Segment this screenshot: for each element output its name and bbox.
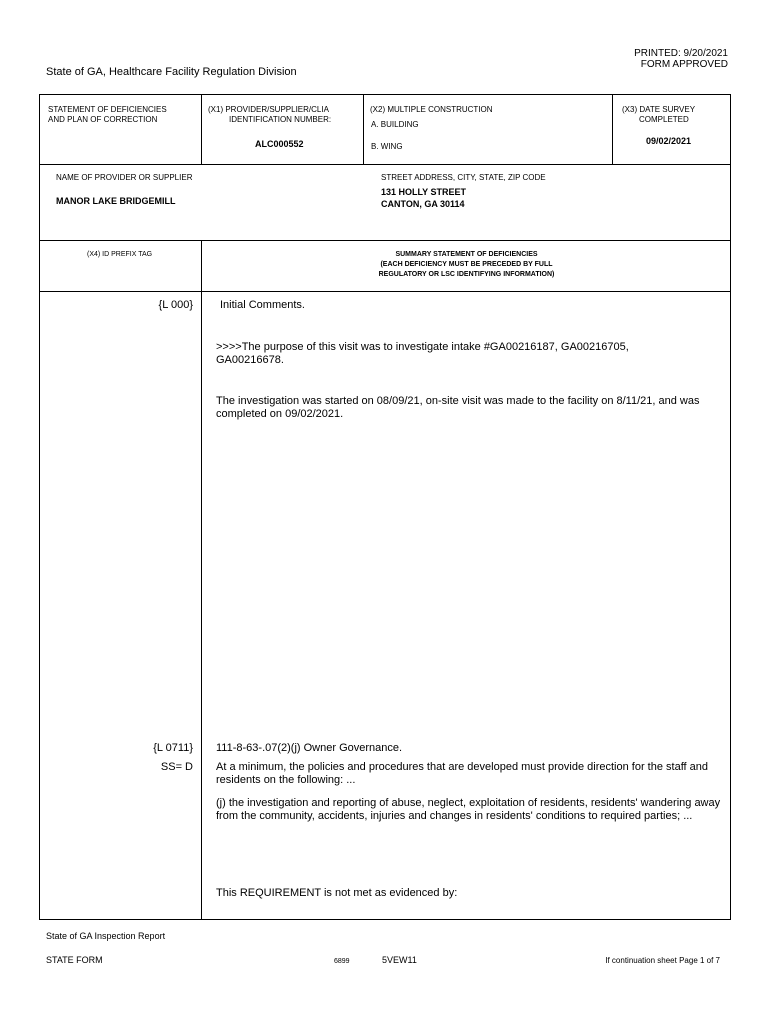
scope-severity: SS= D (160, 761, 193, 773)
row2-bottom-line (39, 240, 731, 241)
provider-name: MANOR LAKE BRIDGEMILL (56, 196, 176, 206)
prefix-column-divider (201, 240, 202, 920)
rule-reference: 111-8-63-.07(2)(j) Owner Governance. (216, 742, 403, 754)
x2-label: (X2) MULTIPLE CONSTRUCTION (370, 105, 493, 114)
division-title: State of GA, Healthcare Facility Regulation Division (46, 66, 297, 78)
provider-label: NAME OF PROVIDER OR SUPPLIER (56, 173, 193, 182)
statement-label-2: AND PLAN OF CORRECTION (48, 115, 158, 124)
x2-wing: B. WING (371, 142, 403, 151)
row1-divider-3 (612, 94, 613, 164)
row1-bottom-line (39, 164, 731, 165)
minimum-paragraph: At a minimum, the policies and procedures that are developed must provide direction for the staff and residents on the following: ... (216, 761, 709, 786)
item-j-paragraph: (j) the investigation and reporting of abuse, neglect, exploitation of residents, residents' wandering away from the community, accidents, injuries and changes in residents' conditions to required parties; ... (216, 797, 721, 822)
x3-date-completed: 09/02/2021 (646, 136, 692, 146)
purpose-paragraph: >>>>The purpose of this visit was to investigate intake #GA00216187, GA00216705, GA00216678. (216, 341, 629, 366)
summary-label-3: REGULATORY OR LSC IDENTIFYING INFORMATION) (378, 271, 555, 278)
address-line-2: CANTON, GA 30114 (381, 199, 465, 209)
x3-label-2: COMPLETED (639, 115, 689, 124)
summary-label-1: SUMMARY STATEMENT OF DEFICIENCIES (395, 251, 538, 258)
prefix-tag-l0711: {L 0711} (153, 742, 193, 754)
x3-label-1: (X3) DATE SURVEY (622, 105, 696, 114)
form-approved: FORM APPROVED (640, 59, 728, 70)
form-number: 6899 (334, 958, 350, 965)
prefix-tag-label: (X4) ID PREFIX TAG (87, 251, 153, 258)
statement-label-1: STATEMENT OF DEFICIENCIES (48, 105, 167, 114)
investigation-paragraph: The investigation was started on 08/09/21, on-site visit was made to the facility on 8/11/21, and was completed on 09/02/2021. (216, 395, 700, 420)
x1-identification-number: ALC000552 (255, 139, 304, 149)
x2-building: A. BUILDING (371, 120, 419, 129)
address-line-1: 131 HOLLY STREET (381, 187, 467, 197)
row3-bottom-line (39, 291, 731, 292)
requirement-statement: This REQUIREMENT is not met as evidenced by: (216, 887, 458, 899)
row1-divider-2 (363, 94, 364, 164)
summary-label-2: (EACH DEFICIENCY MUST BE PRECEDED BY FULL (380, 261, 553, 268)
inspection-report-label: State of GA Inspection Report (46, 931, 166, 941)
state-form-label: STATE FORM (46, 955, 103, 965)
initial-comments: Initial Comments. (220, 299, 305, 311)
event-id: 5VEW11 (382, 955, 417, 965)
continuation-sheet: If continuation sheet Page 1 of 7 (605, 956, 720, 965)
x1-label-2: IDENTIFICATION NUMBER: (229, 115, 332, 124)
printed-date: PRINTED: 9/20/2021 (634, 48, 728, 59)
x1-label-1: (X1) PROVIDER/SUPPLIER/CLIA (208, 105, 329, 114)
address-label: STREET ADDRESS, CITY, STATE, ZIP CODE (381, 173, 546, 182)
prefix-tag-l000: {L 000} (158, 299, 193, 311)
row1-divider-1 (201, 94, 202, 164)
